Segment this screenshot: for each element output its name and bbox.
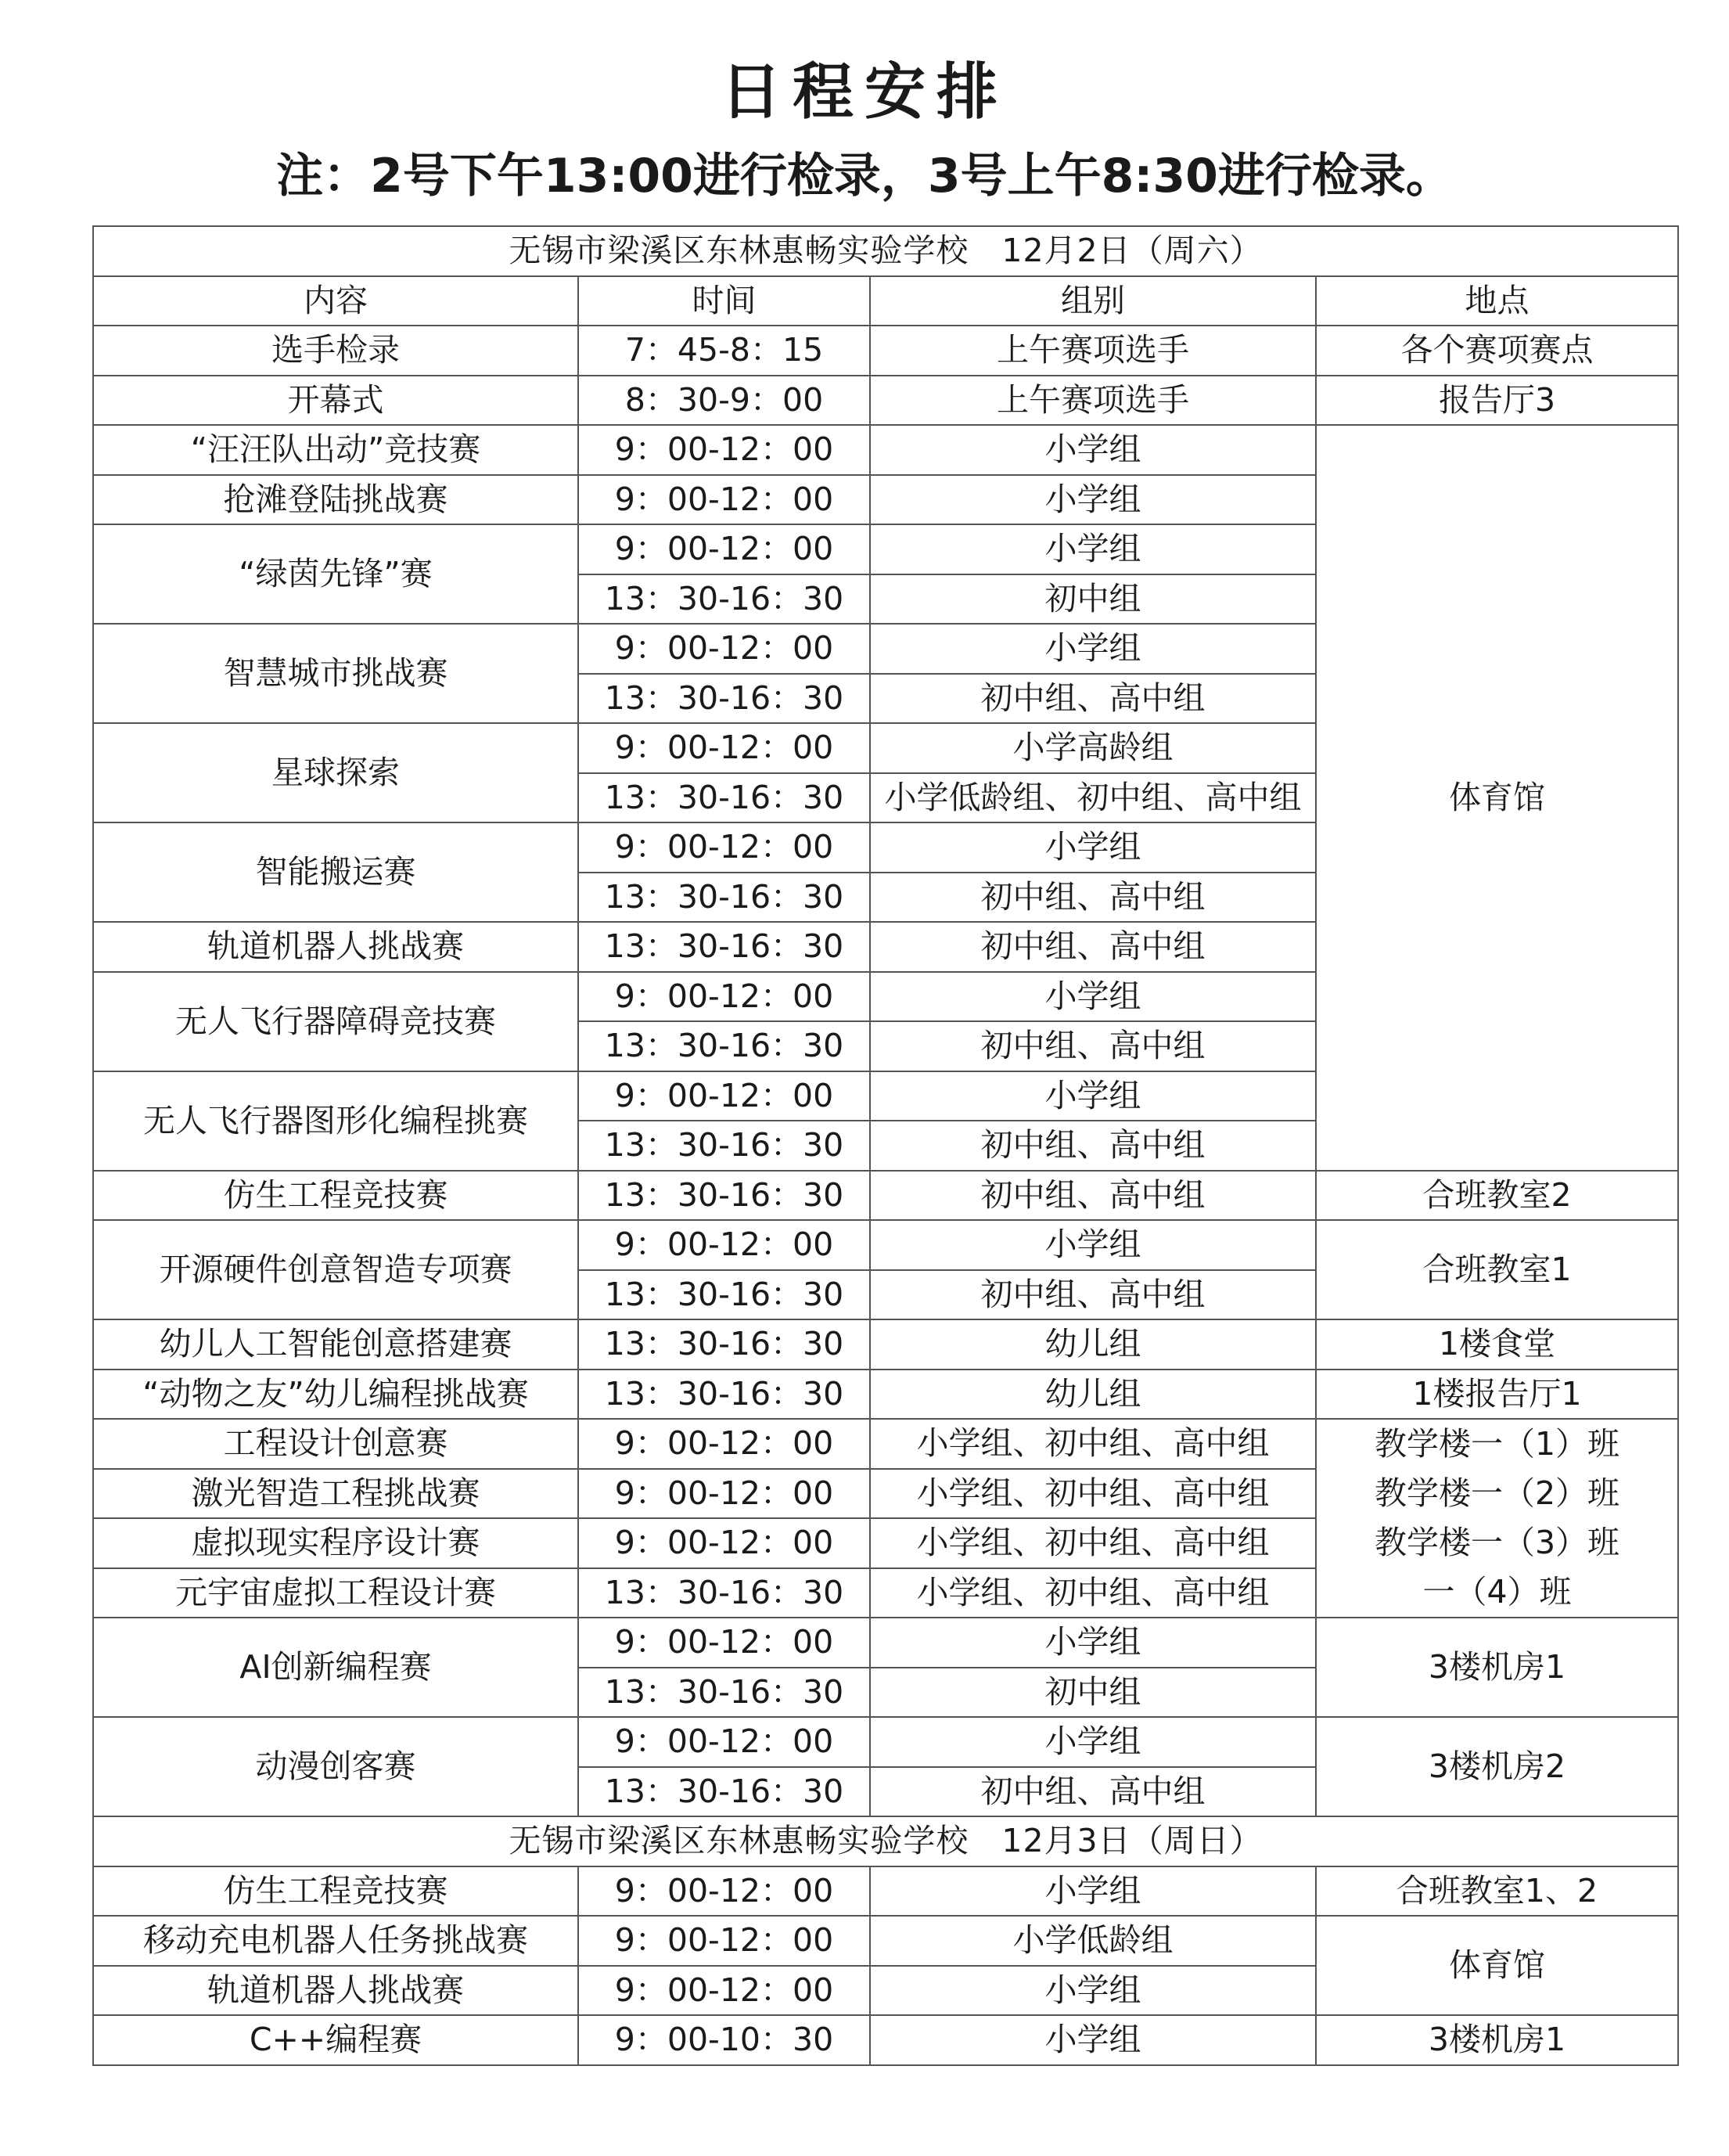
time-cell: 13：30-16：30 (578, 1568, 870, 1618)
group-cell: 小学组 (870, 1618, 1316, 1668)
table-row (93, 1717, 1678, 1767)
table-row (93, 1220, 1678, 1270)
place-cell: 教学楼一（1）班 (1316, 1419, 1678, 1469)
group-cell: 小学组、初中组、高中组 (870, 1419, 1316, 1469)
group-cell: 小学组、初中组、高中组 (870, 1518, 1316, 1568)
time-cell: 13：30-16：30 (578, 1668, 870, 1718)
time-cell: 9：00-10：30 (578, 2015, 870, 2065)
content-cell: 无人飞行器图形化编程挑赛 (93, 1071, 578, 1171)
time-cell: 13：30-16：30 (578, 922, 870, 972)
place-cell: 3楼机房2 (1316, 1717, 1678, 1816)
header-time: 时间 (578, 276, 870, 326)
group-cell: 初中组、高中组 (870, 1270, 1316, 1320)
time-cell: 9：00-12：00 (578, 1618, 870, 1668)
group-cell: 小学组 (870, 972, 1316, 1022)
schedule-table (92, 225, 1679, 2066)
checkin-note: 注：2号下午13:00进行检录，3号上午8:30进行检录。 (276, 149, 1453, 203)
time-cell: 13：30-16：30 (578, 1121, 870, 1171)
content-cell: 工程设计创意赛 (93, 1419, 578, 1469)
content-cell: 轨道机器人挑战赛 (93, 922, 578, 972)
place-cell: 合班教室1 (1316, 1220, 1678, 1319)
time-cell: 9：00-12：00 (578, 1866, 870, 1917)
group-cell: 小学组、初中组、高中组 (870, 1469, 1316, 1519)
group-cell: 小学组 (870, 1717, 1316, 1767)
place-cell: 1楼报告厅1 (1316, 1370, 1678, 1420)
time-cell: 9：00-12：00 (578, 624, 870, 674)
content-cell: 轨道机器人挑战赛 (93, 1966, 578, 2016)
content-cell: “汪汪队出动”竞技赛 (93, 425, 578, 475)
group-cell: 初中组 (870, 574, 1316, 624)
time-cell: 9：00-12：00 (578, 1071, 870, 1121)
table-row (93, 1370, 1678, 1420)
header-row (93, 276, 1678, 326)
place-cell: 3楼机房1 (1316, 2015, 1678, 2065)
content-cell: 开源硬件创意智造专项赛 (93, 1220, 578, 1319)
table-row (93, 1171, 1678, 1221)
time-cell: 9：00-12：00 (578, 723, 870, 773)
section-title-day2: 无锡市梁溪区东林惠畅实验学校 12月3日（周日） (93, 1816, 1678, 1866)
content-cell: 选手检录 (93, 326, 578, 376)
group-cell: 小学低龄组、初中组、高中组 (870, 773, 1316, 823)
group-cell: 小学组 (870, 524, 1316, 574)
time-cell: 13：30-16：30 (578, 1270, 870, 1320)
group-cell: 小学组 (870, 1866, 1316, 1917)
section-row (93, 1816, 1678, 1866)
content-cell: 元宇宙虚拟工程设计赛 (93, 1568, 578, 1618)
group-cell: 上午赛项选手 (870, 376, 1316, 426)
time-cell: 9：00-12：00 (578, 1916, 870, 1966)
time-cell: 9：00-12：00 (578, 475, 870, 525)
time-cell: 9：00-12：00 (578, 1419, 870, 1469)
table-row (93, 1866, 1678, 1917)
time-cell: 9：00-12：00 (578, 1717, 870, 1767)
place-cell: 各个赛项赛点 (1316, 326, 1678, 376)
group-cell: 幼儿组 (870, 1319, 1316, 1370)
group-cell: 初中组、高中组 (870, 1767, 1316, 1817)
group-cell: 初中组 (870, 1668, 1316, 1718)
group-cell: 初中组、高中组 (870, 922, 1316, 972)
time-cell: 9：00-12：00 (578, 822, 870, 873)
group-cell: 小学组 (870, 822, 1316, 873)
table-row (93, 2015, 1678, 2065)
place-cell: 1楼食堂 (1316, 1319, 1678, 1370)
section-row (93, 226, 1678, 276)
time-cell: 7：45-8：15 (578, 326, 870, 376)
time-cell: 13：30-16：30 (578, 1021, 870, 1071)
content-cell: 仿生工程竞技赛 (93, 1866, 578, 1917)
time-cell: 13：30-16：30 (578, 1370, 870, 1420)
content-cell: 虚拟现实程序设计赛 (93, 1518, 578, 1568)
time-cell: 13：30-16：30 (578, 773, 870, 823)
page-title: 日程安排 (720, 56, 1008, 128)
group-cell: 初中组、高中组 (870, 1121, 1316, 1171)
group-cell: 幼儿组 (870, 1370, 1316, 1420)
content-cell: 仿生工程竞技赛 (93, 1171, 578, 1221)
content-cell: 智能搬运赛 (93, 822, 578, 922)
place-cell: 报告厅3 (1316, 376, 1678, 426)
time-cell: 9：00-12：00 (578, 524, 870, 574)
group-cell: 小学组 (870, 1966, 1316, 2016)
group-cell: 上午赛项选手 (870, 326, 1316, 376)
time-cell: 13：30-16：30 (578, 1319, 870, 1370)
header-place: 地点 (1316, 276, 1678, 326)
group-cell: 小学组 (870, 425, 1316, 475)
content-cell: 抢滩登陆挑战赛 (93, 475, 578, 525)
group-cell: 小学组 (870, 624, 1316, 674)
place-cell: 体育馆 (1316, 425, 1678, 1171)
time-cell: 9：00-12：00 (578, 1966, 870, 2016)
time-cell: 13：30-16：30 (578, 574, 870, 624)
group-cell: 初中组、高中组 (870, 1171, 1316, 1221)
content-cell: 无人飞行器障碍竞技赛 (93, 972, 578, 1071)
group-cell: 小学组 (870, 1220, 1316, 1270)
content-cell: 智慧城市挑战赛 (93, 624, 578, 723)
content-cell: AI创新编程赛 (93, 1618, 578, 1717)
time-cell: 9：00-12：00 (578, 425, 870, 475)
group-cell: 小学组 (870, 2015, 1316, 2065)
time-cell: 9：00-12：00 (578, 1220, 870, 1270)
place-cell: 3楼机房1 (1316, 1618, 1678, 1717)
place-cell: 一（4）班 (1316, 1568, 1678, 1618)
place-cell: 教学楼一（3）班 (1316, 1518, 1678, 1568)
header-content: 内容 (93, 276, 578, 326)
time-cell: 13：30-16：30 (578, 1171, 870, 1221)
content-cell: “动物之友”幼儿编程挑战赛 (93, 1370, 578, 1420)
group-cell: 小学高龄组 (870, 723, 1316, 773)
content-cell: “绿茵先锋”赛 (93, 524, 578, 624)
table-row (93, 1916, 1678, 1966)
time-cell: 13：30-16：30 (578, 1767, 870, 1817)
table-row (93, 1319, 1678, 1370)
table-row (93, 376, 1678, 426)
content-cell: C++编程赛 (93, 2015, 578, 2065)
table-row (93, 425, 1678, 475)
group-cell: 小学组 (870, 475, 1316, 525)
table-row (93, 1618, 1678, 1668)
table-row (93, 1469, 1678, 1519)
group-cell: 小学低龄组 (870, 1916, 1316, 1966)
content-cell: 移动充电机器人任务挑战赛 (93, 1916, 578, 1966)
table-row (93, 1518, 1678, 1568)
content-cell: 幼儿人工智能创意搭建赛 (93, 1319, 578, 1370)
place-cell: 教学楼一（2）班 (1316, 1469, 1678, 1519)
place-cell: 体育馆 (1316, 1916, 1678, 2015)
table-row (93, 1419, 1678, 1469)
time-cell: 13：30-16：30 (578, 873, 870, 923)
group-cell: 小学组 (870, 1071, 1316, 1121)
table-row (93, 326, 1678, 376)
group-cell: 初中组、高中组 (870, 873, 1316, 923)
time-cell: 8：30-9：00 (578, 376, 870, 426)
time-cell: 9：00-12：00 (578, 1469, 870, 1519)
content-cell: 动漫创客赛 (93, 1717, 578, 1816)
header-group: 组别 (870, 276, 1316, 326)
group-cell: 初中组、高中组 (870, 674, 1316, 724)
section-title-day1: 无锡市梁溪区东林惠畅实验学校 12月2日（周六） (93, 226, 1678, 276)
group-cell: 小学组、初中组、高中组 (870, 1568, 1316, 1618)
time-cell: 9：00-12：00 (578, 972, 870, 1022)
place-cell: 合班教室1、2 (1316, 1866, 1678, 1917)
content-cell: 星球探索 (93, 723, 578, 822)
content-cell: 开幕式 (93, 376, 578, 426)
place-cell: 合班教室2 (1316, 1171, 1678, 1221)
table-row (93, 1568, 1678, 1618)
time-cell: 13：30-16：30 (578, 674, 870, 724)
group-cell: 初中组、高中组 (870, 1021, 1316, 1071)
content-cell: 激光智造工程挑战赛 (93, 1469, 578, 1519)
time-cell: 9：00-12：00 (578, 1518, 870, 1568)
